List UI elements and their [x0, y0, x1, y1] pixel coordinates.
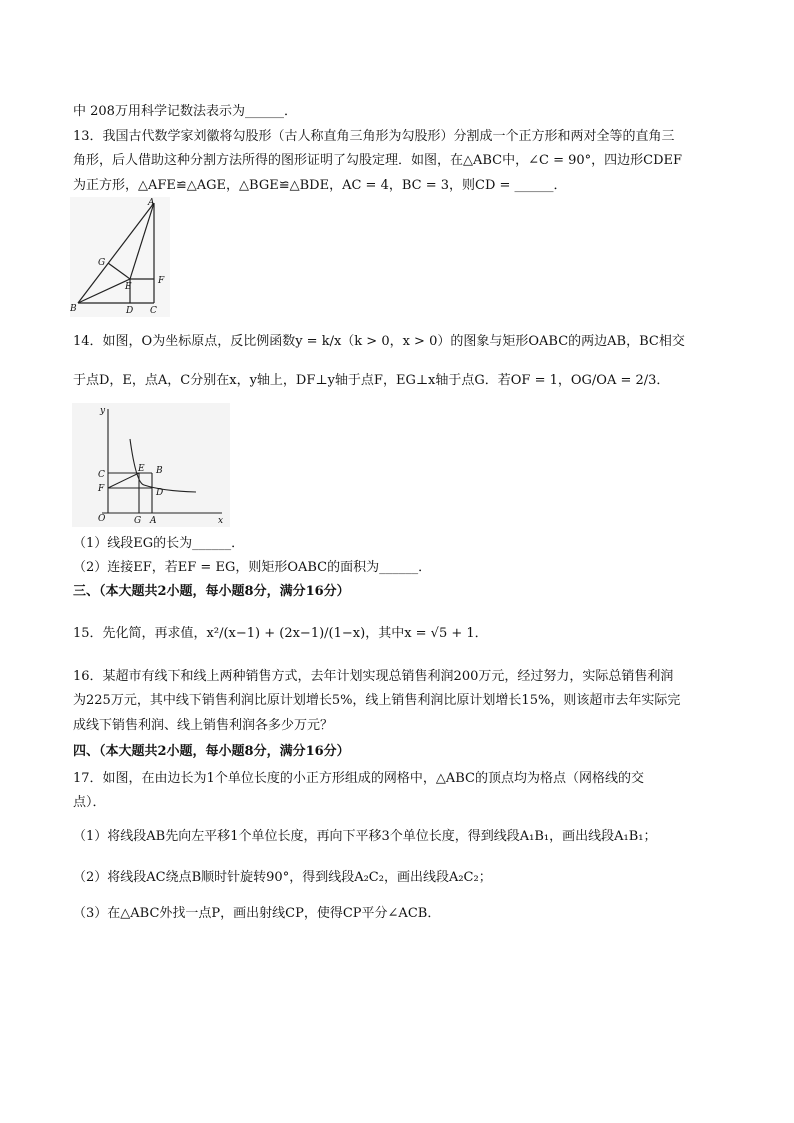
- q14-part1: （1）线段EG的长为______．: [73, 536, 245, 551]
- q15-line: 15．先化简，再求值，x²/(x−1) + (2x−1)/(1−x)，其中x = √5 + 1．: [73, 626, 488, 641]
- q17-part2: （2）将线段AC绕点B顺时针旋转90°，得到线段A₂C₂，画出线段A₂C₂；: [73, 870, 492, 885]
- q17-part1: （1）将线段AB先向左平移1个单位长度，再向下平移3个单位长度，得到线段A₁B₁，画出线段A₁B₁；: [73, 829, 657, 844]
- section-3-heading: 三、（本大题共2小题，每小题8分，满分16分）: [73, 584, 350, 599]
- text-line: 中 208万用科学记数法表示为______．: [73, 104, 297, 119]
- label-B: B: [70, 304, 77, 314]
- label-F: F: [158, 276, 165, 286]
- q17-part3: （3）在△ABC外找一点P，画出射线CP，使得CP平分∠ACB．: [73, 906, 441, 921]
- label-O: O: [98, 514, 106, 524]
- label-G: G: [98, 258, 106, 268]
- q13-line3: 为正方形，△AFE≌△AGE，△BGE≌△BDE，AC = 4，BC = 3，则CD = ______．: [73, 178, 567, 193]
- section-4-heading: 四、（本大题共2小题，每小题8分，满分16分）: [73, 744, 350, 759]
- label-E: E: [125, 282, 132, 292]
- label-C: C: [98, 470, 105, 480]
- q14-part2: （2）连接EF，若EF = EG，则矩形OABC的面积为______．: [73, 560, 432, 575]
- label-B: B: [156, 466, 163, 476]
- q17-line2: 点）．: [73, 795, 106, 810]
- label-x: x: [218, 516, 224, 526]
- q16-line2: 为225万元，其中线下销售利润比原计划增长5%，线上销售利润比原计划增长15%，则该超市去年实际完: [73, 693, 681, 708]
- label-C: C: [150, 306, 157, 316]
- q16-line1: 16．某超市有线下和线上两种销售方式，去年计划实现总销售利润200万元，经过努力，实际总销售利润: [73, 669, 674, 684]
- figure-q13: [70, 197, 170, 317]
- label-D: D: [126, 306, 134, 316]
- label-A: A: [150, 516, 157, 526]
- label-F: F: [98, 484, 105, 494]
- label-D: D: [156, 488, 164, 498]
- q14-line1: 14．如图，O为坐标原点，反比例函数y = k/x（k > 0，x > 0）的图象与矩形OABC的两边AB，BC相交: [73, 334, 685, 349]
- q13-line1: 13．我国古代数学家刘徽将勾股形（古人称直角三角形为勾股形）分割成一个正方形和两对全等的直角三: [73, 129, 675, 144]
- q13-line2: 角形，后人借助这种分割方法所得的图形证明了勾股定理．如图，在△ABC中，∠C = 90°，四边形CDEF: [73, 153, 683, 168]
- label-E: E: [138, 464, 145, 474]
- q16-line3: 成线下销售利润、线上销售利润各多少万元？: [73, 718, 334, 733]
- label-y: y: [100, 406, 106, 416]
- figure-q14: [72, 403, 230, 527]
- q14-line2: 于点D，E，点A，C分别在x，y轴上，DF⊥y轴于点F，EG⊥x轴于点G．若OF = 1，OG/OA = 2/3．: [73, 373, 670, 388]
- label-A: A: [148, 198, 155, 208]
- label-G: G: [134, 516, 142, 526]
- q17-line1: 17．如图，在由边长为1个单位长度的小正方形组成的网格中，△ABC的顶点均为格点（网格线的交: [73, 771, 644, 786]
